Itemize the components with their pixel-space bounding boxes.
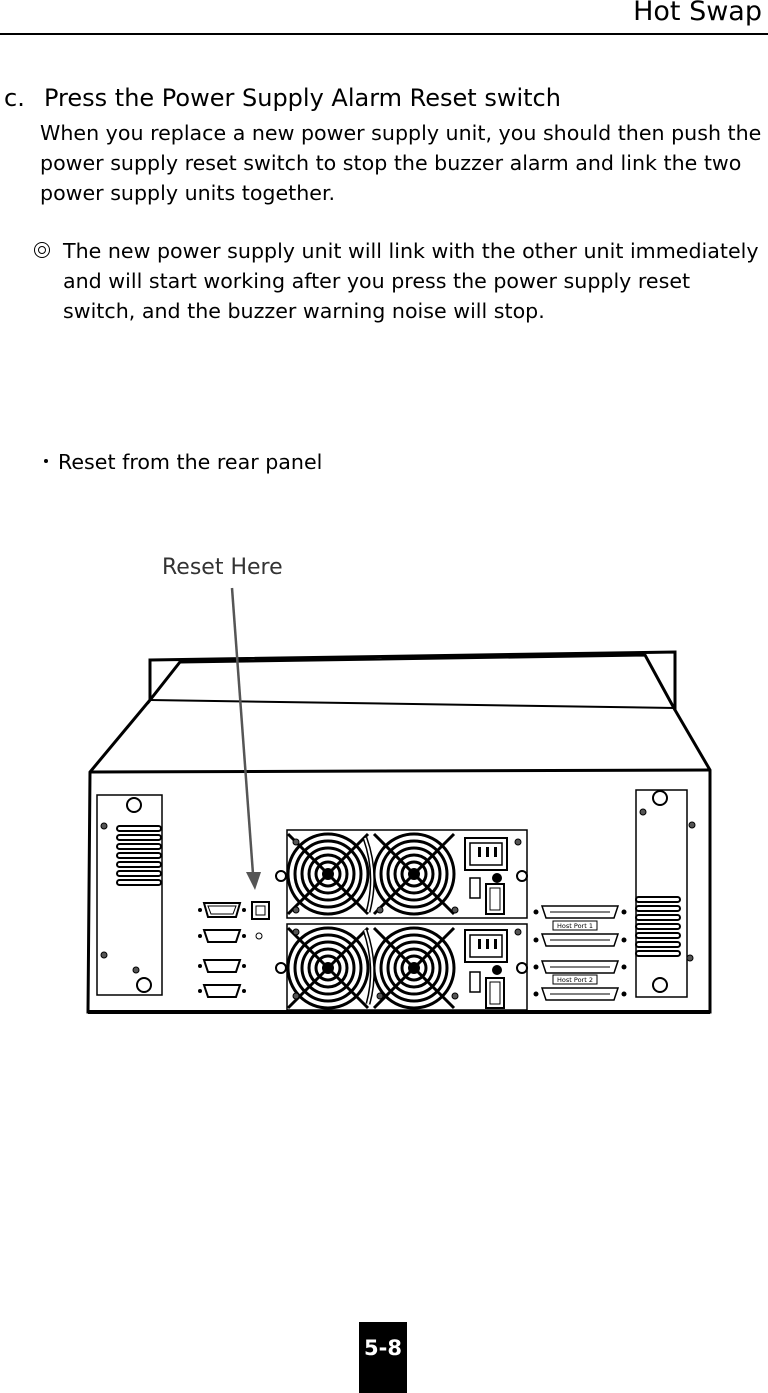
bullet-text: Reset from the rear panel	[58, 450, 323, 474]
note-text: The new power supply unit will link with the other unit immediately and will start working after you press the power supply reset switch, and the buzzer warning noise will stop.	[63, 239, 759, 323]
callout-label: Reset Here	[162, 555, 283, 580]
header-rule	[0, 33, 768, 35]
header-title: Hot Swap	[633, 0, 762, 27]
body-paragraph: When you replace a new power supply unit, you should then push the power supply reset switch to stop the buzzer alarm and link the two power supply units together.	[40, 121, 762, 205]
host-port-2-label: Host Port 2	[557, 976, 593, 984]
section-heading	[4, 84, 561, 112]
callout-arrow	[232, 588, 253, 874]
rear-panel-diagram	[0, 570, 768, 1030]
host-port-1-label: Host Port 1	[557, 922, 593, 930]
section-heading-text: Press the Power Supply Alarm Reset switch	[44, 84, 561, 112]
bullet-dot-icon	[44, 459, 48, 463]
double-circle-icon	[34, 242, 50, 258]
section-letter: c.	[4, 84, 25, 112]
bullet-item	[44, 450, 322, 474]
page-number: 5-8	[359, 1322, 407, 1393]
